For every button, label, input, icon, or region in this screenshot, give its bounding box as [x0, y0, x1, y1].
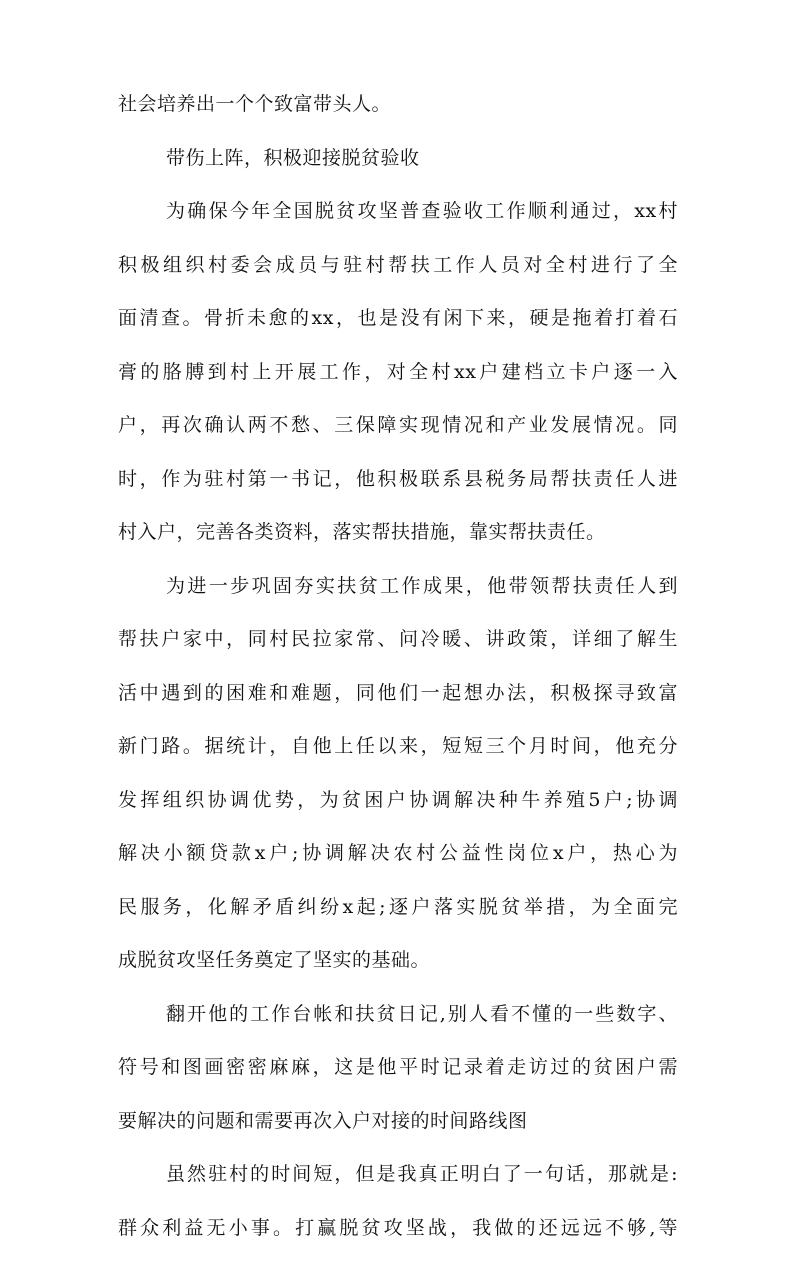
- paragraph-line: 时，作为驻村第一书记，他积极联系县税务局帮扶责任人进: [118, 467, 678, 490]
- document-body: [118, 94, 678, 1271]
- paragraph-line: 户，再次确认两不愁、三保障实现情况和产业发展情况。同: [118, 414, 678, 436]
- text-line: 社会培养出一个个致富带头人。: [118, 93, 392, 115]
- paragraph-line: 村入户，完善各类资料，落实帮扶措施，靠实帮扶责任。: [118, 521, 606, 543]
- paragraph-line: 群众利益无小事。打赢脱贫攻坚战，我做的还远远不够,等: [118, 1216, 678, 1239]
- paragraph-line: 膏的胳膊到村上开展工作，对全村xx户建档立卡户逐一入: [118, 360, 678, 383]
- paragraph-line: 解决小额贷款x户;协调解决农村公益性岗位x户，热心为: [118, 842, 678, 864]
- paragraph-line: 为确保今年全国脱贫攻坚普查验收工作顺利通过，xx村: [166, 200, 678, 222]
- paragraph-line: 为进一步巩固夯实扶贫工作成果，他带领帮扶责任人到: [166, 574, 678, 597]
- section-heading: 带伤上阵，积极迎接脱贫验收: [166, 146, 420, 169]
- paragraph-line: 虽然驻村的时间短，但是我真正明白了一句话，那就是:: [166, 1163, 678, 1185]
- paragraph-line: 新门路。据统计，自他上任以来，短短三个月时间，他充分: [118, 735, 678, 757]
- paragraph-line: 符号和图画密密麻麻，这是他平时记录着走访过的贫困户需: [118, 1056, 678, 1078]
- paragraph-line: 要解决的问题和需要再次入户对接的时间路线图: [118, 1109, 528, 1132]
- paragraph-line: 活中遇到的困难和难题，同他们一起想办法，积极探寻致富: [118, 681, 678, 704]
- paragraph-line: 翻开他的工作台帐和扶贫日记,别人看不懂的一些数字、: [166, 1002, 678, 1025]
- paragraph-line: 面清查。骨折未愈的xx，也是没有闲下来，硬是拖着打着石: [118, 307, 678, 329]
- paragraph-line: 成脱贫攻坚任务奠定了坚实的基础。: [118, 949, 431, 971]
- paragraph-line: 积极组织村委会成员与驻村帮扶工作人员对全村进行了全: [118, 253, 678, 276]
- paragraph-line: 民服务，化解矛盾纠纷x起;逐户落实脱贫举措，为全面完: [118, 895, 678, 918]
- paragraph-line: 帮扶户家中，同村民拉家常、问冷暖、讲政策，详细了解生: [118, 628, 678, 650]
- paragraph-line: 发挥组织协调优势，为贫困户协调解决种牛养殖5户;协调: [118, 788, 678, 811]
